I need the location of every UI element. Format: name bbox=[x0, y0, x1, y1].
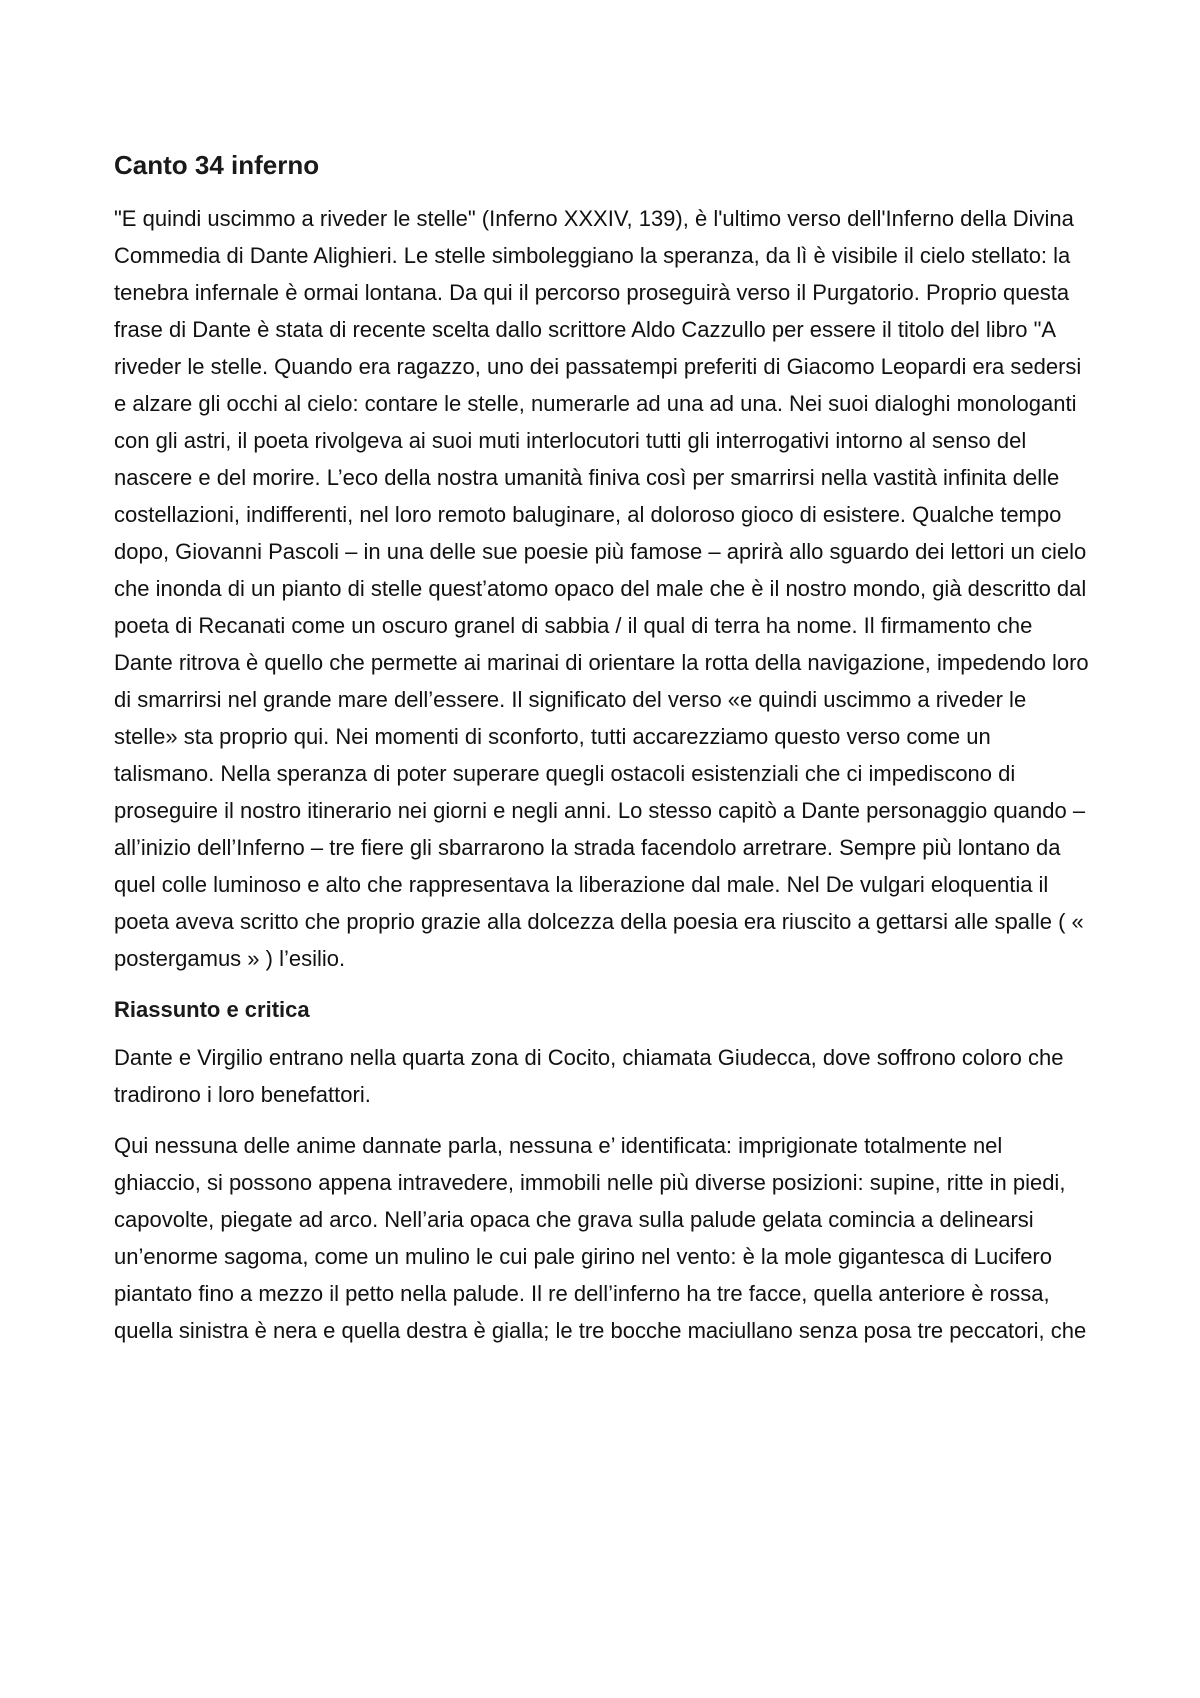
intro-paragraph: "E quindi uscimmo a riveder le stelle" (Inferno XXXIV, 139), è l'ultimo verso dell'Inferno della Divina Commedia di Dante Alighieri. Le stelle simboleggiano la speranza, da lì è visibile il cielo stellato: la tenebra infernale è ormai lontana. Da qui il percorso proseguirà verso il Purgatorio. Proprio questa frase di Dante è stata di recente scelta dallo scrittore Aldo Cazzullo per essere il titolo del libro "A riveder le stelle. Quando era ragazzo, uno dei passatempi preferiti di Giacomo Leopardi era sedersi e alzare gli occhi al cielo: contare le stelle, numerarle ad una ad una. Nei suoi dialoghi monologanti con gli astri, il poeta rivolgeva ai suoi muti interlocutori tutti gli interrogativi intorno al senso del nascere e del morire. L’eco della nostra umanità finiva così per smarrirsi nella vastità infinita delle costellazioni, indifferenti, nel loro remoto baluginare, al doloroso gioco di esistere. Qualche tempo dopo, Giovanni Pascoli – in una delle sue poesie più famose – aprirà allo sguardo dei lettori un cielo che inonda di un pianto di stelle quest’atomo opaco del male che è il nostro mondo, già descritto dal poeta di Recanati come un oscuro granel di sabbia / il qual di terra ha nome. Il firmamento che Dante ritrova è quello che permette ai marinai di orientare la rotta della navigazione, impedendo loro di smarrirsi nel grande mare dell’essere. Il significato del verso «e quindi uscimmo a riveder le stelle» sta proprio qui. Nei momenti di sconforto, tutti accarezziamo questo verso come un talismano. Nella speranza di poter superare quegli ostacoli esistenziali che ci impediscono di proseguire il nostro itinerario nei giorni e negli anni. Lo stesso capitò a Dante personaggio quando – all’inizio dell’Inferno – tre fiere gli sbarrarono la strada facendolo arretrare. Sempre più lontano da quel colle luminoso e alto che rappresentava la liberazione dal male. Nel De vulgari eloquentia il poeta aveva scritto che proprio grazie alla dolcezza della poesia era riuscito a gettarsi alle spalle ( « postergamus » ) l’esilio. bbox=[114, 206, 1089, 971]
summary-paragraph-1: Dante e Virgilio entrano nella quarta zona di Cocito, chiamata Giudecca, dove soffrono coloro che tradirono i loro benefattori. bbox=[114, 1045, 1064, 1107]
document-title: Canto 34 inferno bbox=[114, 150, 320, 180]
summary-paragraph-2: Qui nessuna delle anime dannate parla, nessuna e’ identificata: imprigionate totalmente nel ghiaccio, si possono appena intravedere, immobili nelle più diverse posizioni: supine, ritte in piedi, capovolte, piegate ad arco. Nell’aria opaca che grava sulla palude gelata comincia a delinearsi un’enorme sagoma, come un mulino le cui pale girino nel vento: è la mole gigantesca di Lucifero piantato fino a mezzo il petto nella palude. Il re dell’inferno ha tre facce, quella anteriore è rossa, quella sinistra è nera e quella destra è gialla; le tre bocche maciullano senza posa tre peccatori, che bbox=[114, 1133, 1087, 1343]
document-page bbox=[114, 148, 1094, 1363]
section-heading: Riassunto e critica bbox=[114, 997, 310, 1022]
